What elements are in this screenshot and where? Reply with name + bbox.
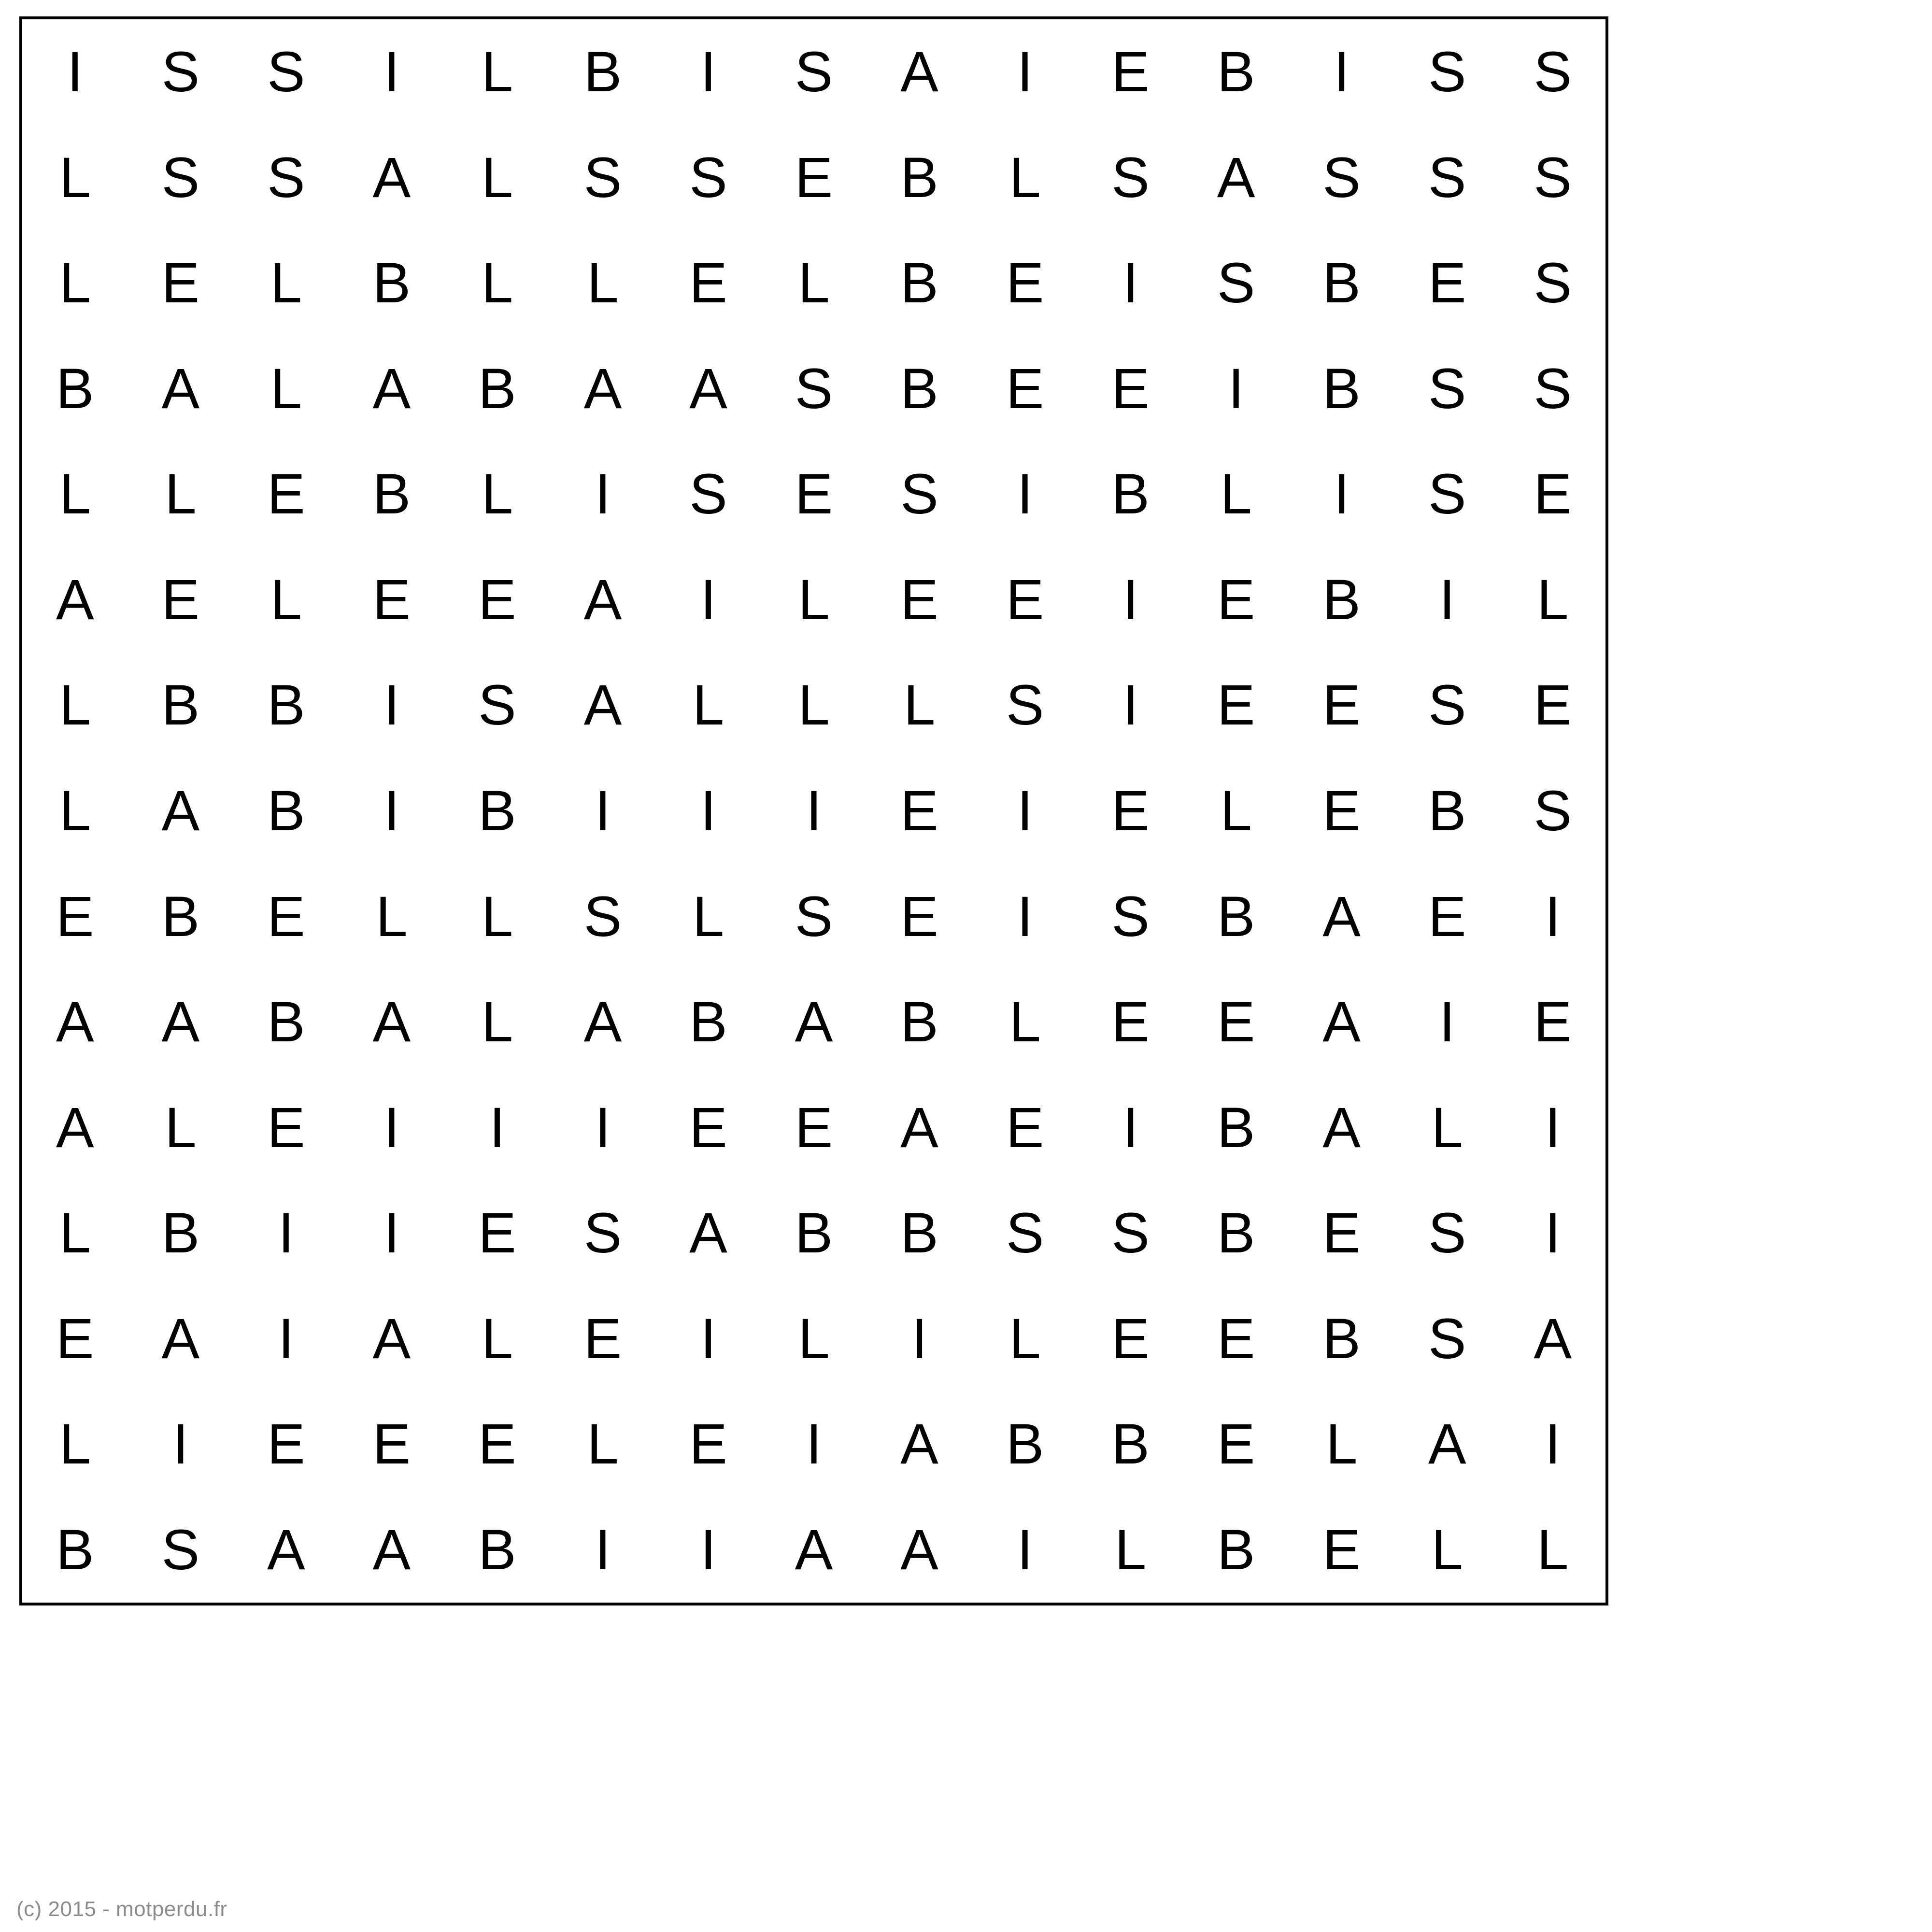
- grid-cell[interactable]: L: [798, 673, 830, 738]
- grid-cell[interactable]: I: [595, 779, 611, 843]
- grid-cell[interactable]: L: [59, 462, 91, 526]
- grid-cell[interactable]: L: [270, 251, 302, 315]
- grid-cell[interactable]: B: [795, 1201, 833, 1265]
- grid-cell[interactable]: S: [583, 884, 622, 949]
- grid-cell[interactable]: A: [1428, 1412, 1466, 1477]
- grid-cell[interactable]: E: [795, 1095, 833, 1160]
- grid-cell[interactable]: L: [1325, 1412, 1358, 1477]
- grid-cell[interactable]: B: [478, 1518, 516, 1582]
- grid-cell[interactable]: E: [795, 145, 833, 210]
- grid-cell[interactable]: L: [798, 1307, 830, 1371]
- grid-cell[interactable]: A: [372, 990, 411, 1054]
- grid-cell[interactable]: I: [489, 1095, 505, 1160]
- grid-cell[interactable]: A: [372, 145, 411, 210]
- grid-cell[interactable]: A: [161, 990, 200, 1054]
- grid-cell[interactable]: A: [900, 40, 938, 104]
- grid-cell[interactable]: E: [1217, 673, 1255, 738]
- grid-cell[interactable]: L: [692, 673, 724, 738]
- grid-cell[interactable]: E: [1006, 356, 1044, 421]
- grid-cell[interactable]: S: [1534, 251, 1572, 315]
- grid-cell[interactable]: I: [278, 1201, 294, 1265]
- grid-cell[interactable]: E: [1111, 990, 1150, 1054]
- grid-cell[interactable]: E: [1534, 990, 1572, 1054]
- grid-cell[interactable]: L: [481, 145, 513, 210]
- grid-cell[interactable]: S: [1111, 1201, 1150, 1265]
- grid-cell[interactable]: B: [1111, 1412, 1150, 1477]
- grid-cell[interactable]: E: [1428, 251, 1466, 315]
- grid-cell[interactable]: L: [1220, 779, 1252, 843]
- copyright-notice: (c) 2015 - motperdu.fr: [16, 1897, 227, 1921]
- grid-cell[interactable]: A: [1534, 1307, 1572, 1371]
- grid-cell[interactable]: I: [1122, 673, 1138, 738]
- grid-cell[interactable]: E: [795, 462, 833, 526]
- grid-cell[interactable]: E: [1322, 1201, 1361, 1265]
- grid-cell[interactable]: I: [1334, 462, 1350, 526]
- grid-cell[interactable]: I: [172, 1412, 189, 1477]
- grid-cell[interactable]: E: [689, 1095, 727, 1160]
- grid-cell[interactable]: I: [1122, 568, 1138, 632]
- grid-cell[interactable]: A: [372, 1518, 411, 1582]
- grid-cell[interactable]: B: [1217, 1095, 1255, 1160]
- grid-cell[interactable]: A: [795, 990, 833, 1054]
- grid-cell[interactable]: I: [1017, 779, 1033, 843]
- grid-cell[interactable]: E: [900, 884, 938, 949]
- grid-cell[interactable]: L: [1536, 1518, 1569, 1582]
- grid-cell[interactable]: E: [1217, 1307, 1255, 1371]
- grid-cell[interactable]: E: [1006, 251, 1044, 315]
- grid-cell[interactable]: I: [1439, 990, 1455, 1054]
- grid-cell[interactable]: S: [689, 145, 727, 210]
- grid-cell[interactable]: L: [481, 1307, 513, 1371]
- grid-cell[interactable]: B: [1322, 1307, 1361, 1371]
- grid-cell[interactable]: B: [1217, 40, 1255, 104]
- grid-cell[interactable]: E: [1111, 1307, 1150, 1371]
- grid-cell[interactable]: E: [1006, 1095, 1044, 1160]
- grid-cell[interactable]: E: [267, 1095, 305, 1160]
- grid-cell[interactable]: A: [56, 1095, 94, 1160]
- grid-cell[interactable]: A: [1217, 145, 1255, 210]
- grid-cell[interactable]: L: [1009, 1307, 1041, 1371]
- grid-cell[interactable]: I: [384, 673, 400, 738]
- grid-cell[interactable]: A: [900, 1518, 938, 1582]
- grid-cell[interactable]: A: [1322, 990, 1361, 1054]
- grid-cell[interactable]: E: [583, 1307, 622, 1371]
- grid-cell[interactable]: B: [1111, 462, 1150, 526]
- grid-cell[interactable]: E: [1111, 40, 1150, 104]
- grid-cell[interactable]: I: [1334, 40, 1350, 104]
- grid-cell[interactable]: E: [1217, 990, 1255, 1054]
- grid-cell[interactable]: L: [270, 568, 302, 632]
- grid-cell[interactable]: E: [1111, 779, 1150, 843]
- grid-cell[interactable]: E: [267, 462, 305, 526]
- grid-cell[interactable]: I: [384, 1095, 400, 1160]
- grid-cell[interactable]: E: [161, 251, 200, 315]
- grid-cell[interactable]: L: [1536, 568, 1569, 632]
- grid-cell[interactable]: E: [267, 884, 305, 949]
- grid-cell[interactable]: E: [1322, 1518, 1361, 1582]
- grid-cell[interactable]: L: [1009, 145, 1041, 210]
- grid-cell[interactable]: L: [587, 251, 619, 315]
- grid-cell[interactable]: E: [1534, 462, 1572, 526]
- grid-cell[interactable]: B: [372, 251, 411, 315]
- grid-cell[interactable]: S: [795, 356, 833, 421]
- grid-cell[interactable]: A: [267, 1518, 305, 1582]
- grid-cell[interactable]: B: [689, 990, 727, 1054]
- grid-cell[interactable]: B: [900, 990, 938, 1054]
- grid-cell[interactable]: I: [1017, 884, 1033, 949]
- grid-cell[interactable]: S: [267, 40, 305, 104]
- grid-cell[interactable]: E: [478, 1412, 516, 1477]
- grid-cell[interactable]: I: [700, 1518, 716, 1582]
- grid-cell[interactable]: S: [1428, 462, 1466, 526]
- grid-cell[interactable]: L: [59, 1412, 91, 1477]
- grid-cell[interactable]: S: [1322, 145, 1361, 210]
- grid-cell[interactable]: A: [372, 1307, 411, 1371]
- grid-cell[interactable]: I: [1439, 568, 1455, 632]
- letter-grid[interactable]: [22, 19, 1605, 1603]
- grid-cell[interactable]: I: [1545, 1095, 1561, 1160]
- grid-cell[interactable]: S: [1006, 673, 1044, 738]
- grid-cell[interactable]: S: [1428, 40, 1466, 104]
- grid-cell[interactable]: A: [795, 1518, 833, 1582]
- grid-cell[interactable]: B: [1006, 1412, 1044, 1477]
- grid-cell[interactable]: S: [161, 1518, 200, 1582]
- grid-cell[interactable]: I: [595, 1095, 611, 1160]
- grid-cell[interactable]: E: [1534, 673, 1572, 738]
- grid-cell[interactable]: L: [481, 40, 513, 104]
- grid-cell[interactable]: A: [583, 356, 622, 421]
- grid-cell[interactable]: E: [161, 568, 200, 632]
- grid-cell[interactable]: S: [1428, 1201, 1466, 1265]
- grid-cell[interactable]: I: [1017, 1518, 1033, 1582]
- grid-cell[interactable]: A: [583, 990, 622, 1054]
- grid-cell[interactable]: S: [583, 1201, 622, 1265]
- grid-cell[interactable]: E: [1217, 1412, 1255, 1477]
- grid-cell[interactable]: A: [56, 990, 94, 1054]
- grid-cell[interactable]: A: [161, 779, 200, 843]
- grid-cell[interactable]: L: [692, 884, 724, 949]
- grid-cell[interactable]: I: [384, 779, 400, 843]
- grid-cell[interactable]: L: [164, 1095, 197, 1160]
- grid-cell[interactable]: I: [700, 568, 716, 632]
- grid-cell[interactable]: E: [372, 1412, 411, 1477]
- grid-cell[interactable]: I: [1545, 1412, 1561, 1477]
- grid-cell[interactable]: L: [903, 673, 936, 738]
- grid-cell[interactable]: S: [689, 462, 727, 526]
- grid-cell[interactable]: I: [1545, 884, 1561, 949]
- grid-cell[interactable]: I: [1545, 1201, 1561, 1265]
- grid-cell[interactable]: L: [270, 356, 302, 421]
- grid-cell[interactable]: I: [595, 1518, 611, 1582]
- grid-cell[interactable]: E: [478, 568, 516, 632]
- grid-cell[interactable]: I: [1017, 462, 1033, 526]
- grid-cell[interactable]: L: [1009, 990, 1041, 1054]
- grid-cell[interactable]: S: [1111, 884, 1150, 949]
- grid-cell[interactable]: B: [267, 779, 305, 843]
- grid-cell[interactable]: E: [900, 568, 938, 632]
- grid-cell[interactable]: S: [1006, 1201, 1044, 1265]
- grid-cell[interactable]: S: [795, 884, 833, 949]
- grid-cell[interactable]: A: [372, 356, 411, 421]
- grid-cell[interactable]: B: [267, 673, 305, 738]
- grid-cell[interactable]: L: [798, 568, 830, 632]
- grid-cell[interactable]: B: [1428, 779, 1466, 843]
- grid-cell[interactable]: I: [806, 1412, 822, 1477]
- grid-cell[interactable]: B: [478, 356, 516, 421]
- word-search-puzzle: [19, 16, 1608, 1605]
- grid-cell[interactable]: B: [161, 673, 200, 738]
- grid-cell[interactable]: I: [700, 40, 716, 104]
- grid-cell[interactable]: B: [478, 779, 516, 843]
- grid-cell[interactable]: S: [900, 462, 938, 526]
- grid-cell[interactable]: B: [161, 884, 200, 949]
- grid-cell[interactable]: E: [267, 1412, 305, 1477]
- grid-cell[interactable]: B: [1322, 568, 1361, 632]
- grid-cell[interactable]: L: [59, 779, 91, 843]
- grid-cell[interactable]: B: [161, 1201, 200, 1265]
- grid-cell[interactable]: E: [689, 251, 727, 315]
- grid-cell[interactable]: A: [689, 356, 727, 421]
- grid-cell[interactable]: B: [583, 40, 622, 104]
- grid-cell[interactable]: A: [900, 1095, 938, 1160]
- grid-cell[interactable]: B: [1217, 1518, 1255, 1582]
- grid-cell[interactable]: L: [481, 251, 513, 315]
- grid-cell[interactable]: S: [1111, 145, 1150, 210]
- grid-cell[interactable]: B: [1217, 884, 1255, 949]
- grid-cell[interactable]: I: [1228, 356, 1244, 421]
- grid-cell[interactable]: A: [161, 1307, 200, 1371]
- grid-cell[interactable]: B: [372, 462, 411, 526]
- grid-cell[interactable]: S: [1428, 356, 1466, 421]
- grid-cell[interactable]: E: [56, 1307, 94, 1371]
- grid-cell[interactable]: I: [700, 779, 716, 843]
- grid-cell[interactable]: L: [164, 462, 197, 526]
- grid-cell[interactable]: I: [700, 1307, 716, 1371]
- grid-cell[interactable]: L: [481, 990, 513, 1054]
- grid-cell[interactable]: S: [478, 673, 516, 738]
- grid-cell[interactable]: S: [1428, 673, 1466, 738]
- grid-cell[interactable]: I: [1122, 251, 1138, 315]
- grid-cell[interactable]: E: [689, 1412, 727, 1477]
- grid-cell[interactable]: A: [1322, 884, 1361, 949]
- grid-cell[interactable]: L: [376, 884, 408, 949]
- grid-cell[interactable]: L: [59, 1201, 91, 1265]
- grid-cell[interactable]: E: [900, 779, 938, 843]
- grid-cell[interactable]: S: [1534, 356, 1572, 421]
- grid-cell[interactable]: I: [67, 40, 83, 104]
- grid-cell[interactable]: S: [1534, 145, 1572, 210]
- grid-cell[interactable]: S: [1534, 779, 1572, 843]
- grid-cell[interactable]: I: [595, 462, 611, 526]
- grid-cell[interactable]: B: [900, 251, 938, 315]
- grid-cell[interactable]: A: [583, 673, 622, 738]
- grid-cell[interactable]: E: [1322, 779, 1361, 843]
- grid-cell[interactable]: B: [900, 145, 938, 210]
- grid-cell[interactable]: L: [1220, 462, 1252, 526]
- grid-cell[interactable]: B: [267, 990, 305, 1054]
- grid-cell[interactable]: A: [56, 568, 94, 632]
- grid-cell[interactable]: E: [1006, 568, 1044, 632]
- grid-cell[interactable]: L: [587, 1412, 619, 1477]
- grid-cell[interactable]: A: [689, 1201, 727, 1265]
- grid-cell[interactable]: S: [1428, 1307, 1466, 1371]
- grid-cell[interactable]: A: [583, 568, 622, 632]
- grid-cell[interactable]: E: [1322, 673, 1361, 738]
- grid-cell[interactable]: I: [1017, 40, 1033, 104]
- grid-cell[interactable]: B: [900, 1201, 938, 1265]
- grid-cell[interactable]: B: [900, 356, 938, 421]
- grid-cell[interactable]: L: [1431, 1095, 1463, 1160]
- grid-cell[interactable]: I: [911, 1307, 927, 1371]
- grid-cell[interactable]: A: [161, 356, 200, 421]
- grid-cell[interactable]: I: [384, 1201, 400, 1265]
- grid-cell[interactable]: A: [1322, 1095, 1361, 1160]
- grid-cell[interactable]: E: [478, 1201, 516, 1265]
- grid-cell[interactable]: B: [1322, 356, 1361, 421]
- grid-cell[interactable]: L: [798, 251, 830, 315]
- grid-cell[interactable]: E: [372, 568, 411, 632]
- grid-cell[interactable]: L: [481, 462, 513, 526]
- grid-cell[interactable]: S: [161, 40, 200, 104]
- grid-cell[interactable]: L: [1114, 1518, 1147, 1582]
- grid-cell[interactable]: B: [1322, 251, 1361, 315]
- grid-cell[interactable]: B: [56, 1518, 94, 1582]
- grid-cell[interactable]: I: [1122, 1095, 1138, 1160]
- grid-cell[interactable]: L: [481, 884, 513, 949]
- grid-cell[interactable]: S: [795, 40, 833, 104]
- grid-cell[interactable]: S: [583, 145, 622, 210]
- grid-cell[interactable]: L: [1431, 1518, 1463, 1582]
- grid-cell[interactable]: S: [161, 145, 200, 210]
- grid-cell[interactable]: I: [384, 40, 400, 104]
- grid-cell[interactable]: I: [278, 1307, 294, 1371]
- grid-cell[interactable]: S: [1534, 40, 1572, 104]
- grid-cell[interactable]: L: [59, 145, 91, 210]
- grid-cell[interactable]: E: [1111, 356, 1150, 421]
- grid-cell[interactable]: E: [1217, 568, 1255, 632]
- grid-cell[interactable]: S: [1428, 145, 1466, 210]
- grid-cell[interactable]: S: [267, 145, 305, 210]
- grid-cell[interactable]: L: [59, 251, 91, 315]
- grid-cell[interactable]: S: [1217, 251, 1255, 315]
- grid-cell[interactable]: B: [1217, 1201, 1255, 1265]
- grid-cell[interactable]: E: [1428, 884, 1466, 949]
- grid-cell[interactable]: L: [59, 673, 91, 738]
- grid-cell[interactable]: B: [56, 356, 94, 421]
- grid-cell[interactable]: I: [806, 779, 822, 843]
- grid-cell[interactable]: A: [900, 1412, 938, 1477]
- grid-cell[interactable]: E: [56, 884, 94, 949]
